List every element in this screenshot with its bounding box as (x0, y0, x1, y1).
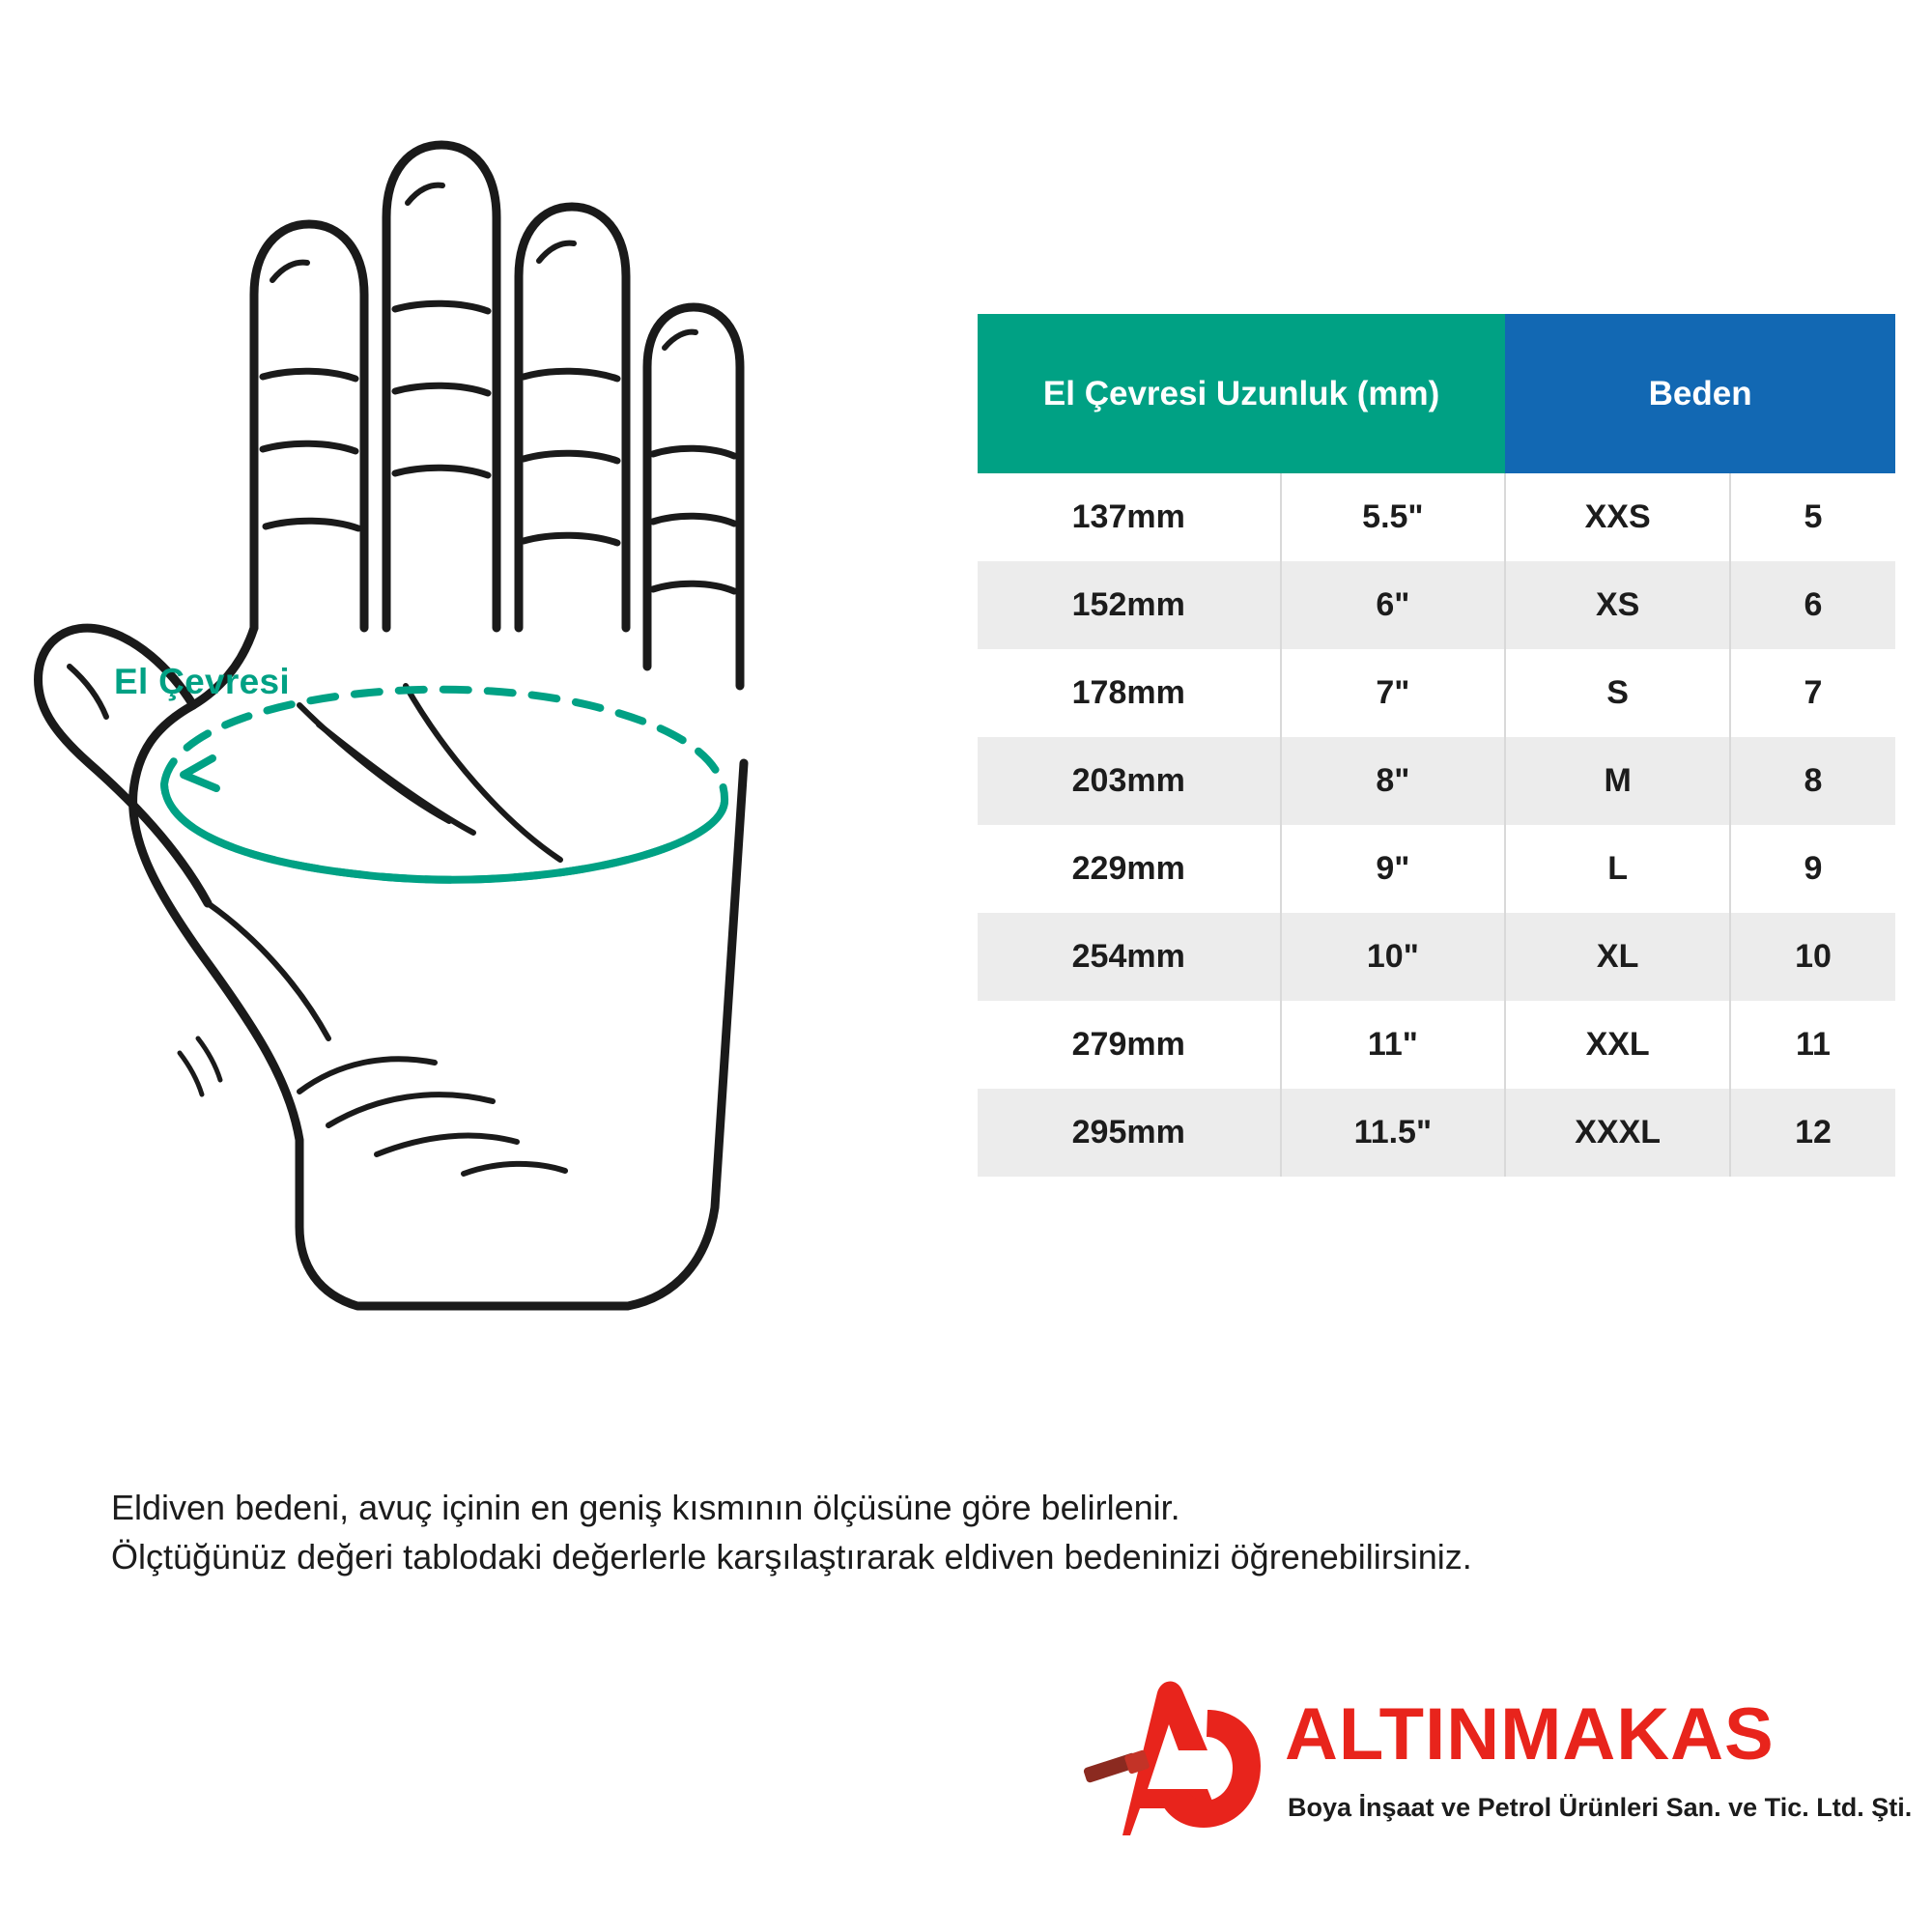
cell-size: L (1505, 825, 1730, 913)
cell-num: 6 (1730, 561, 1895, 649)
table-body (978, 473, 1895, 1177)
table-row (978, 561, 1895, 649)
table-row (978, 825, 1895, 913)
company-tagline: Boya İnşaat ve Petrol Ürünleri San. ve Tic. Ltd. Şti. (1288, 1793, 1913, 1822)
cell-inch: 8" (1281, 737, 1506, 825)
cell-mm: 152mm (978, 561, 1281, 649)
cell-num: 11 (1730, 1001, 1895, 1089)
cell-inch: 9" (1281, 825, 1506, 913)
cell-num: 9 (1730, 825, 1895, 913)
cell-size: XXS (1505, 473, 1730, 561)
company-name: ALTINMAKAS (1285, 1693, 1775, 1776)
cell-inch: 11.5" (1281, 1089, 1506, 1177)
table-row (978, 737, 1895, 825)
cell-inch: 11" (1281, 1001, 1506, 1089)
hand-circumference-label: El Çevresi (114, 662, 290, 701)
note-line-2: Ölçtüğünüz değeri tablodaki değerlerle karşılaştırarak eldiven bedeninizi öğrenebilirsiniz. (111, 1537, 1472, 1577)
cell-inch: 5.5" (1281, 473, 1506, 561)
note-line-1: Eldiven bedeni, avuç içinin en geniş kısmının ölçüsüne göre belirlenir. (111, 1488, 1180, 1527)
altinmakas-a-brush-icon (1063, 1671, 1270, 1845)
cell-mm: 254mm (978, 913, 1281, 1001)
cell-mm: 229mm (978, 825, 1281, 913)
cell-size: XXL (1505, 1001, 1730, 1089)
cell-mm: 295mm (978, 1089, 1281, 1177)
header-measurement: El Çevresi Uzunluk (mm) (978, 314, 1505, 473)
table-row (978, 1089, 1895, 1177)
cell-num: 7 (1730, 649, 1895, 737)
size-table (978, 314, 1895, 1177)
cell-size: XXXL (1505, 1089, 1730, 1177)
cell-inch: 7" (1281, 649, 1506, 737)
table-row (978, 473, 1895, 561)
cell-mm: 203mm (978, 737, 1281, 825)
cell-mm: 279mm (978, 1001, 1281, 1089)
hand-illustration (10, 87, 927, 1439)
company-logo (1063, 1671, 1913, 1874)
cell-num: 5 (1730, 473, 1895, 561)
cell-mm: 137mm (978, 473, 1281, 561)
header-size: Beden (1505, 314, 1895, 473)
instructions-note (111, 1483, 1850, 1581)
cell-mm: 178mm (978, 649, 1281, 737)
cell-size: S (1505, 649, 1730, 737)
cell-size: M (1505, 737, 1730, 825)
cell-size: XL (1505, 913, 1730, 1001)
cell-size: XS (1505, 561, 1730, 649)
cell-inch: 10" (1281, 913, 1506, 1001)
table-row (978, 913, 1895, 1001)
cell-num: 10 (1730, 913, 1895, 1001)
table-row (978, 1001, 1895, 1089)
cell-inch: 6" (1281, 561, 1506, 649)
cell-num: 8 (1730, 737, 1895, 825)
table-row (978, 649, 1895, 737)
cell-num: 12 (1730, 1089, 1895, 1177)
table-header-row (978, 314, 1895, 473)
